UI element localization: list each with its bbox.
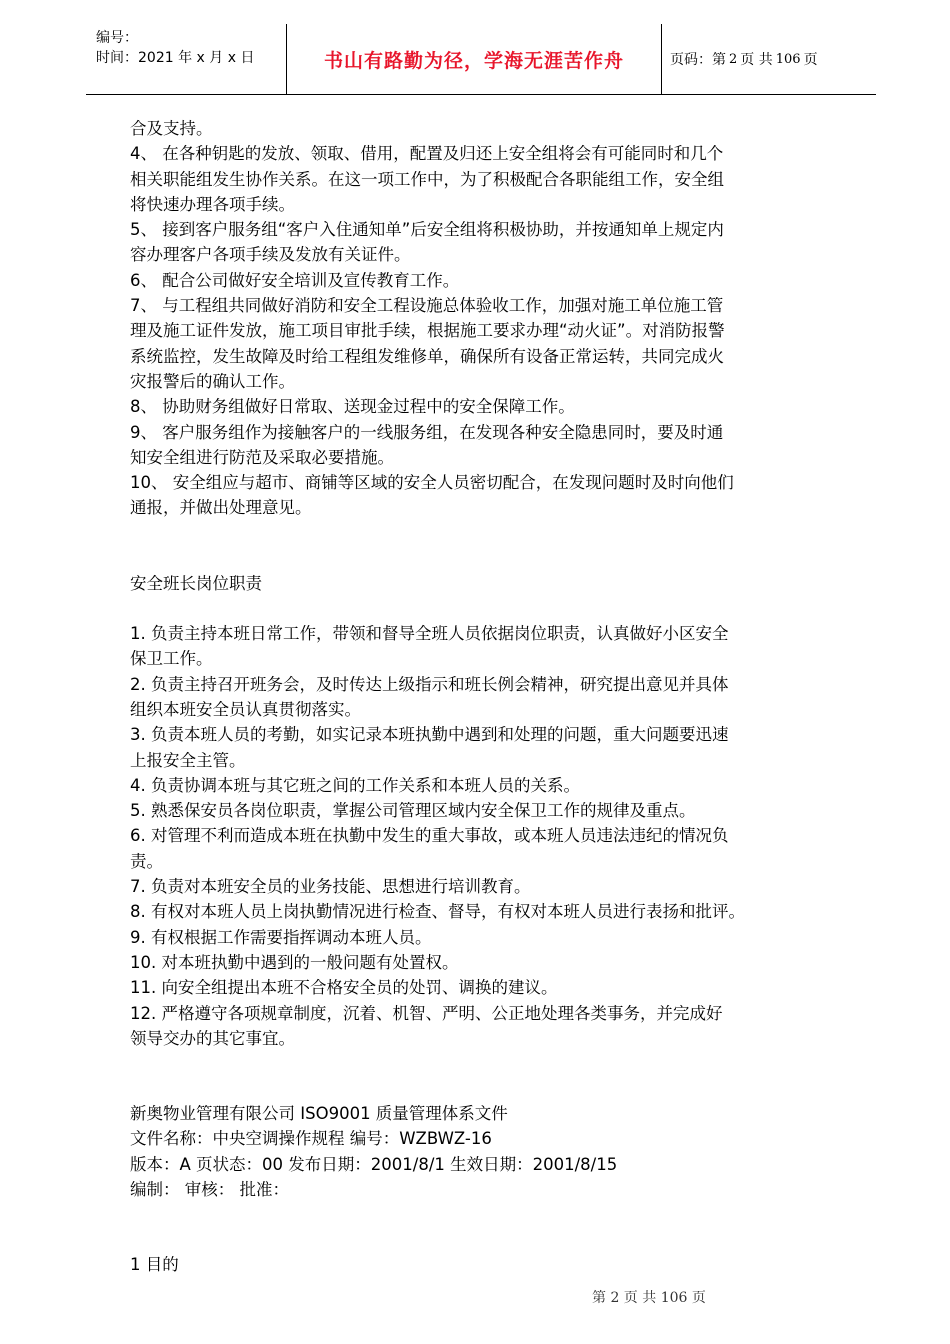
header-motto: 书山有路勤为径，学海无涯苦作舟 bbox=[323, 49, 624, 72]
page-total: 106 bbox=[775, 51, 801, 67]
list-item: 领导交办的其它事宜。 bbox=[130, 1028, 295, 1048]
doc-version-line: 版本：A 页状态：00 发布日期：2001/8/1 生效日期：2001/8/15 bbox=[130, 1154, 618, 1174]
text-line: 将快速办理各项手续。 bbox=[130, 194, 295, 214]
text-line: 灾报警后的确认工作。 bbox=[130, 371, 295, 391]
list-item: 上报安全主管。 bbox=[130, 750, 246, 770]
doc-approval-line: 编制： 审核： 批准： bbox=[130, 1179, 289, 1199]
page-suffix: 页 bbox=[803, 52, 818, 68]
text-line: 9、 客户服务组作为接触客户的一线服务组，在发现各种安全隐患同时，要及时通 bbox=[130, 422, 724, 442]
header-page-indicator bbox=[670, 24, 818, 94]
page-header bbox=[86, 24, 876, 95]
list-item: 12. 严格遵守各项规章制度，沉着、机智、严明、公正地处理各类事务，并完成好 bbox=[130, 1003, 723, 1023]
section-security-duties bbox=[130, 116, 842, 521]
text-line: 理及施工证件发放，施工项目审批手续，根据施工要求办理“动火证”。对消防报警 bbox=[130, 321, 725, 341]
document-number-label: 编号： bbox=[96, 30, 138, 46]
section-team-leader-duties bbox=[130, 621, 842, 1051]
text-line: 通报，并做出处理意见。 bbox=[130, 498, 312, 518]
text-line: 容办理客户各项手续及发放有关证件。 bbox=[130, 245, 411, 265]
list-item: 5. 熟悉保安员各岗位职责，掌握公司管理区域内安全保卫工作的规律及重点。 bbox=[130, 801, 696, 821]
doc-name-line: 文件名称：中央空调操作规程 编号：WZBWZ-16 bbox=[130, 1129, 492, 1149]
list-item: 3. 负责本班人员的考勤，如实记录本班执勤中遇到和处理的问题，重大问题要迅速 bbox=[130, 725, 729, 745]
list-item: 1. 负责主持本班日常工作，带领和督导全班人员依据岗位职责，认真做好小区安全 bbox=[130, 624, 729, 644]
page-current: 2 bbox=[729, 51, 738, 67]
header-motto-box bbox=[286, 24, 662, 94]
list-item: 责。 bbox=[130, 851, 163, 871]
page-footer: 第 2 页 共 106 页 bbox=[592, 1290, 706, 1306]
list-item: 2. 负责主持召开班务会，及时传达上级指示和班长例会精神，研究提出意见并具体 bbox=[130, 674, 729, 694]
company-doc-title: 新奥物业管理有限公司 ISO9001 质量管理体系文件 bbox=[130, 1104, 508, 1124]
list-item: 10. 对本班执勤中遇到的一般问题有处置权。 bbox=[130, 952, 459, 972]
document-time-label: 时间：2021 年 x 月 x 日 bbox=[96, 50, 255, 66]
page-prefix: 页码：第 bbox=[670, 52, 726, 68]
list-item: 9. 有权根据工作需要指挥调动本班人员。 bbox=[130, 927, 432, 947]
text-line: 合及支持。 bbox=[130, 119, 213, 138]
list-item: 4. 负责协调本班与其它班之间的工作关系和本班人员的关系。 bbox=[130, 775, 580, 795]
list-item: 8. 有权对本班人员上岗执勤情况进行检查、督导，有权对本班人员进行表扬和批评。 bbox=[130, 902, 745, 922]
text-line: 知安全组进行防范及采取必要措施。 bbox=[130, 447, 394, 467]
list-item: 保卫工作。 bbox=[130, 649, 213, 669]
text-line: 5、 接到客户服务组“客户入住通知单”后安全组将积极协助，并按通知单上规定内 bbox=[130, 220, 724, 240]
text-line: 7、 与工程组共同做好消防和安全工程设施总体验收工作，加强对施工单位施工管 bbox=[130, 296, 724, 316]
text-line: 系统监控，发生故障及时给工程组发维修单，确保所有设备正常运转，共同完成火 bbox=[130, 346, 724, 366]
text-line: 10、 安全组应与超市、商铺等区域的安全人员密切配合，在发现问题时及时向他们 bbox=[130, 473, 734, 493]
list-item: 11. 向安全组提出本班不合格安全员的处罚、调换的建议。 bbox=[130, 978, 558, 998]
list-item: 6. 对管理不利而造成本班在执勤中发生的重大事故，或本班人员违法违纪的情况负 bbox=[130, 826, 729, 846]
document-body bbox=[130, 116, 842, 1278]
text-line: 6、 配合公司做好安全培训及宣传教育工作。 bbox=[130, 270, 460, 290]
text-line: 4、 在各种钥匙的发放、领取、借用，配置及归还上安全组将会有可能同时和几个 bbox=[130, 144, 724, 164]
section-title: 安全班长岗位职责 bbox=[130, 573, 262, 593]
list-item: 组织本班安全员认真贯彻落实。 bbox=[130, 699, 361, 719]
page-mid: 页 共 bbox=[740, 52, 773, 68]
document-info-block bbox=[130, 1101, 842, 1202]
text-line: 8、 协助财务组做好日常取、送现金过程中的安全保障工作。 bbox=[130, 397, 575, 417]
text-line: 相关职能组发生协作关系。在这一项工作中，为了积极配合各职能组工作，安全组 bbox=[130, 169, 724, 189]
list-item: 7. 负责对本班安全员的业务技能、思想进行培训教育。 bbox=[130, 877, 531, 897]
header-meta bbox=[96, 28, 286, 68]
section-heading-purpose: 1 目的 bbox=[130, 1255, 179, 1275]
